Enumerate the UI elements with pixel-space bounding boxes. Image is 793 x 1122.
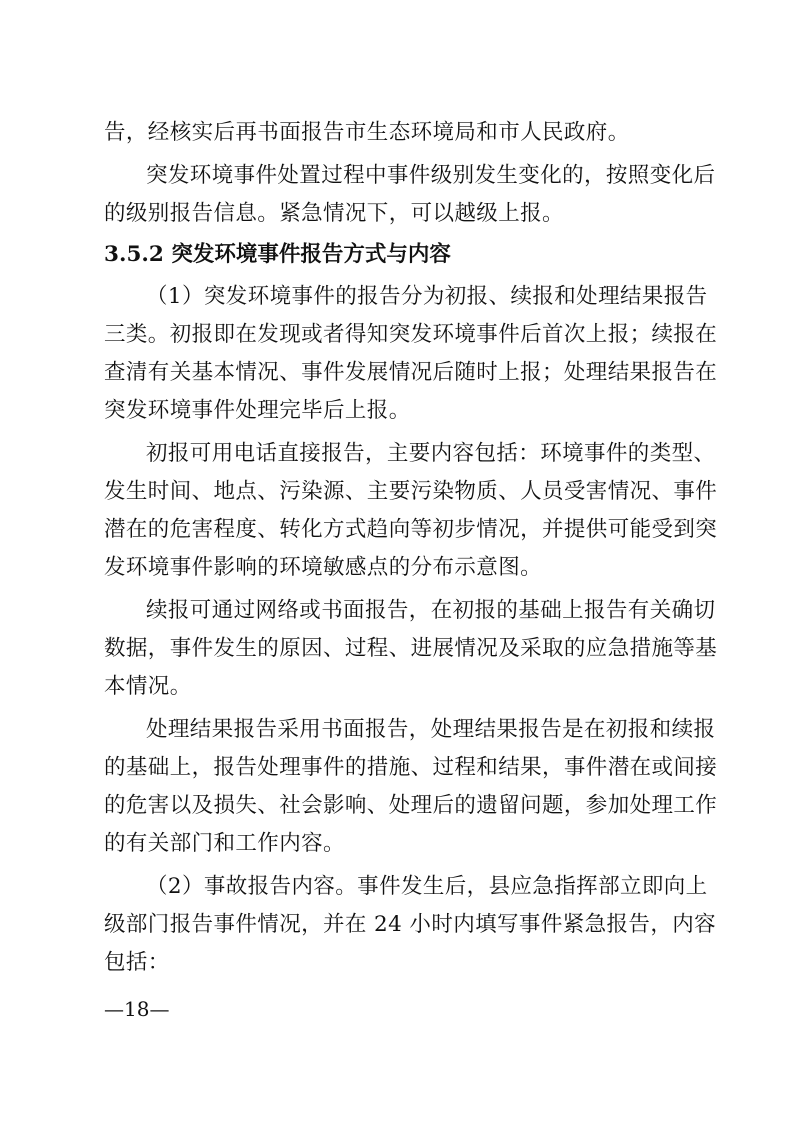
text-line: （1）突发环境事件的报告分为初报、续报和处理结果报告 (146, 284, 708, 309)
text-line: 突发环境事件处置过程中事件级别发生变化的，按照变化后 (146, 163, 716, 188)
section-heading: 3.5.2 突发环境事件报告方式与内容 (104, 242, 451, 267)
text-line: 的基础上，报告处理事件的措施、过程和结果，事件潜在或间接 (104, 755, 718, 780)
text-line: 的危害以及损失、社会影响、处理后的遗留问题，参加处理工作 (104, 793, 718, 818)
text-line: 初报可用电话直接报告，主要内容包括：环境事件的类型、 (146, 441, 716, 466)
text-line: 发生时间、地点、污染源、主要污染物质、人员受害情况、事件 (104, 479, 718, 504)
text-line: 续报可通过网络或书面报告，在初报的基础上报告有关确切 (146, 598, 716, 623)
text-line: （2）事故报告内容。事件发生后，县应急指挥部立即向上 (146, 874, 708, 899)
text-line: 处理结果报告采用书面报告，处理结果报告是在初报和续报 (146, 717, 716, 742)
text-line: 的有关部门和工作内容。 (104, 831, 345, 856)
text-line: 告，经核实后再书面报告市生态环境局和市人民政府。 (104, 120, 630, 145)
text-line: 查清有关基本情况、事件发展情况后随时上报；处理结果报告在 (104, 360, 718, 385)
text-line: 突发环境事件处理完毕后上报。 (104, 398, 411, 423)
text-line: 发环境事件影响的环境敏感点的分布示意图。 (104, 555, 543, 580)
page-number: —18— (104, 997, 170, 1021)
text-line: 潜在的危害程度、转化方式趋向等初步情况，并提供可能受到突 (104, 517, 718, 542)
text-line: 本情况。 (104, 674, 192, 699)
text-line: 数据，事件发生的原因、过程、进展情况及采取的应急措施等基 (104, 636, 718, 661)
text-line: 级部门报告事件情况，并在 24 小时内填写事件紧急报告，内容 (104, 912, 717, 937)
text-line: 三类。初报即在发现或者得知突发环境事件后首次上报；续报在 (104, 322, 718, 347)
text-line: 包括： (104, 950, 170, 975)
text-line: 的级别报告信息。紧急情况下，可以越级上报。 (104, 201, 564, 226)
